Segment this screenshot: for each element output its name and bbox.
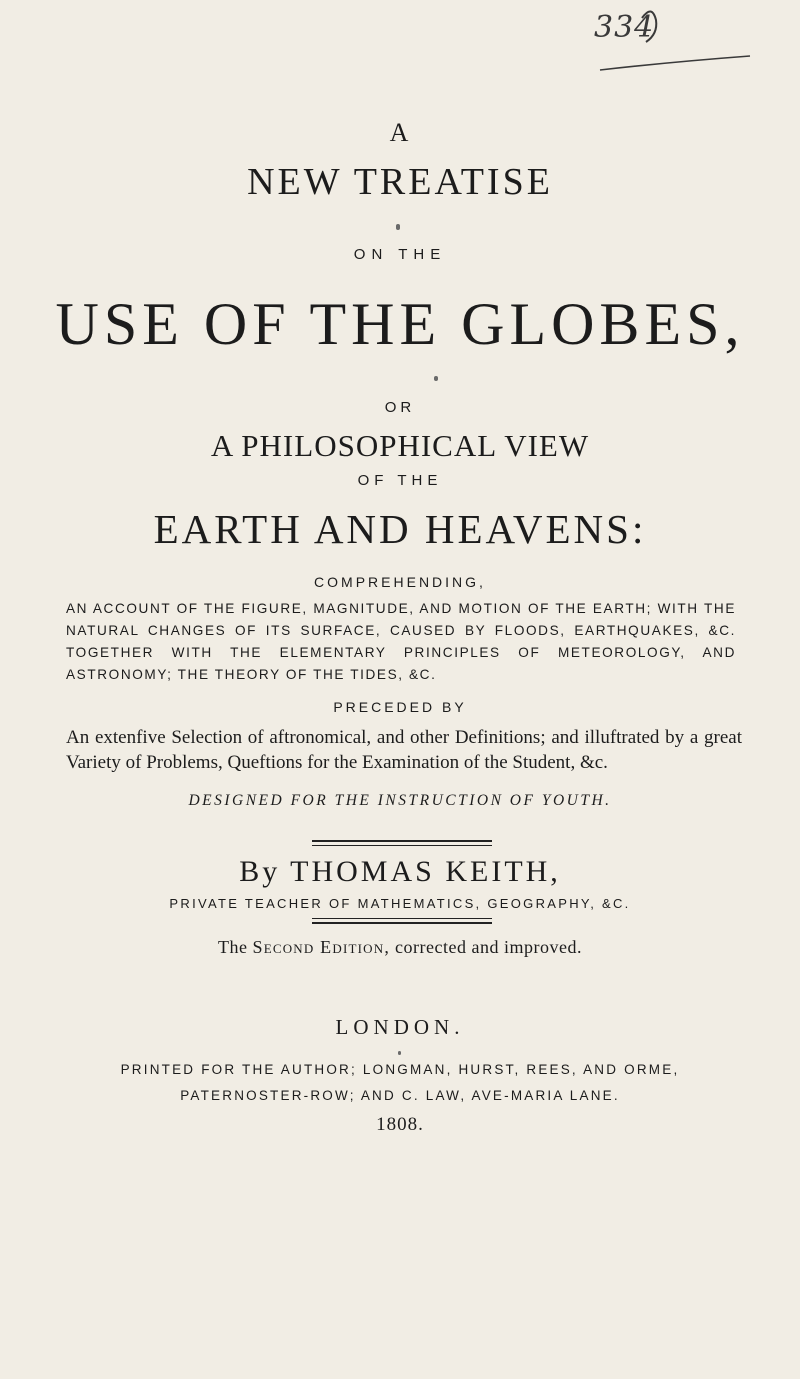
rule-double-top-2 (312, 845, 492, 846)
handwritten-shelfmark (580, 4, 760, 74)
edition-name: Second Edition, (252, 937, 391, 957)
imprint-city: LONDON. (335, 1015, 465, 1039)
title-earth-heavens: EARTH AND HEAVENS: (153, 506, 647, 552)
title-or: OR (384, 399, 416, 416)
shelfmark-flourish (580, 4, 760, 74)
selection-description: An extenfive Selection of aftronomical, and other Definitions; and illuftrated by a great Variety of Problems, Queftions for the Examination of the Student, &c. (66, 727, 742, 773)
rule-double-bottom-1 (312, 918, 492, 919)
rule-double-top-1 (312, 840, 492, 842)
imprint-line-1: PRINTED FOR THE AUTHOR; LONGMAN, HURST, REES, AND ORME, (120, 1062, 680, 1077)
ink-speck (434, 376, 438, 381)
rule-double-bottom-2 (312, 922, 492, 924)
title-on-the: ON THE (353, 246, 447, 263)
edition-suffix: corrected and improved. (395, 937, 582, 957)
shelfmark-text: 334 (594, 10, 655, 45)
imprint-year: 1808. (376, 1114, 424, 1135)
edition-line (0, 937, 800, 958)
title-use-of-globes: USE OF THE GLOBES, (55, 291, 745, 357)
title-of-the: OF THE (357, 472, 443, 489)
imprint-line-2: PATERNOSTER-ROW; AND C. LAW, AVE-MARIA LANE. (180, 1088, 620, 1103)
author-title: PRIVATE TEACHER OF MATHEMATICS, GEOGRAPHY, &C. (169, 896, 631, 911)
contents-description: AN ACCOUNT OF THE FIGURE, MAGNITUDE, AND MOTION OF THE EARTH; WITH THE NATURAL CHANGES OF ITS SURFACE, CAUSED BY FLOODS, EARTHQUAKES, &C. TOGETHER WITH THE ELEMENTARY PRINCIPLES OF METEOROLOGY, AND ASTRONOMY; THE THEORY OF THE TIDES, &C. (66, 601, 736, 682)
title-philosophical-view: A PHILOSOPHICAL VIEW (210, 428, 590, 463)
preceded-by-line: PRECEDED BY (333, 699, 467, 715)
title-new-treatise: NEW TREATISE (247, 161, 553, 203)
edition-prefix: The (218, 937, 248, 957)
comprehending-line: COMPREHENDING, (314, 574, 486, 590)
title-article: A (389, 118, 411, 147)
ink-speck (396, 224, 400, 230)
designed-for-line: DESIGNED FOR THE INSTRUCTION OF YOUTH. (188, 792, 612, 809)
ink-speck (398, 1051, 401, 1055)
author-line: By THOMAS KEITH, (239, 855, 561, 888)
